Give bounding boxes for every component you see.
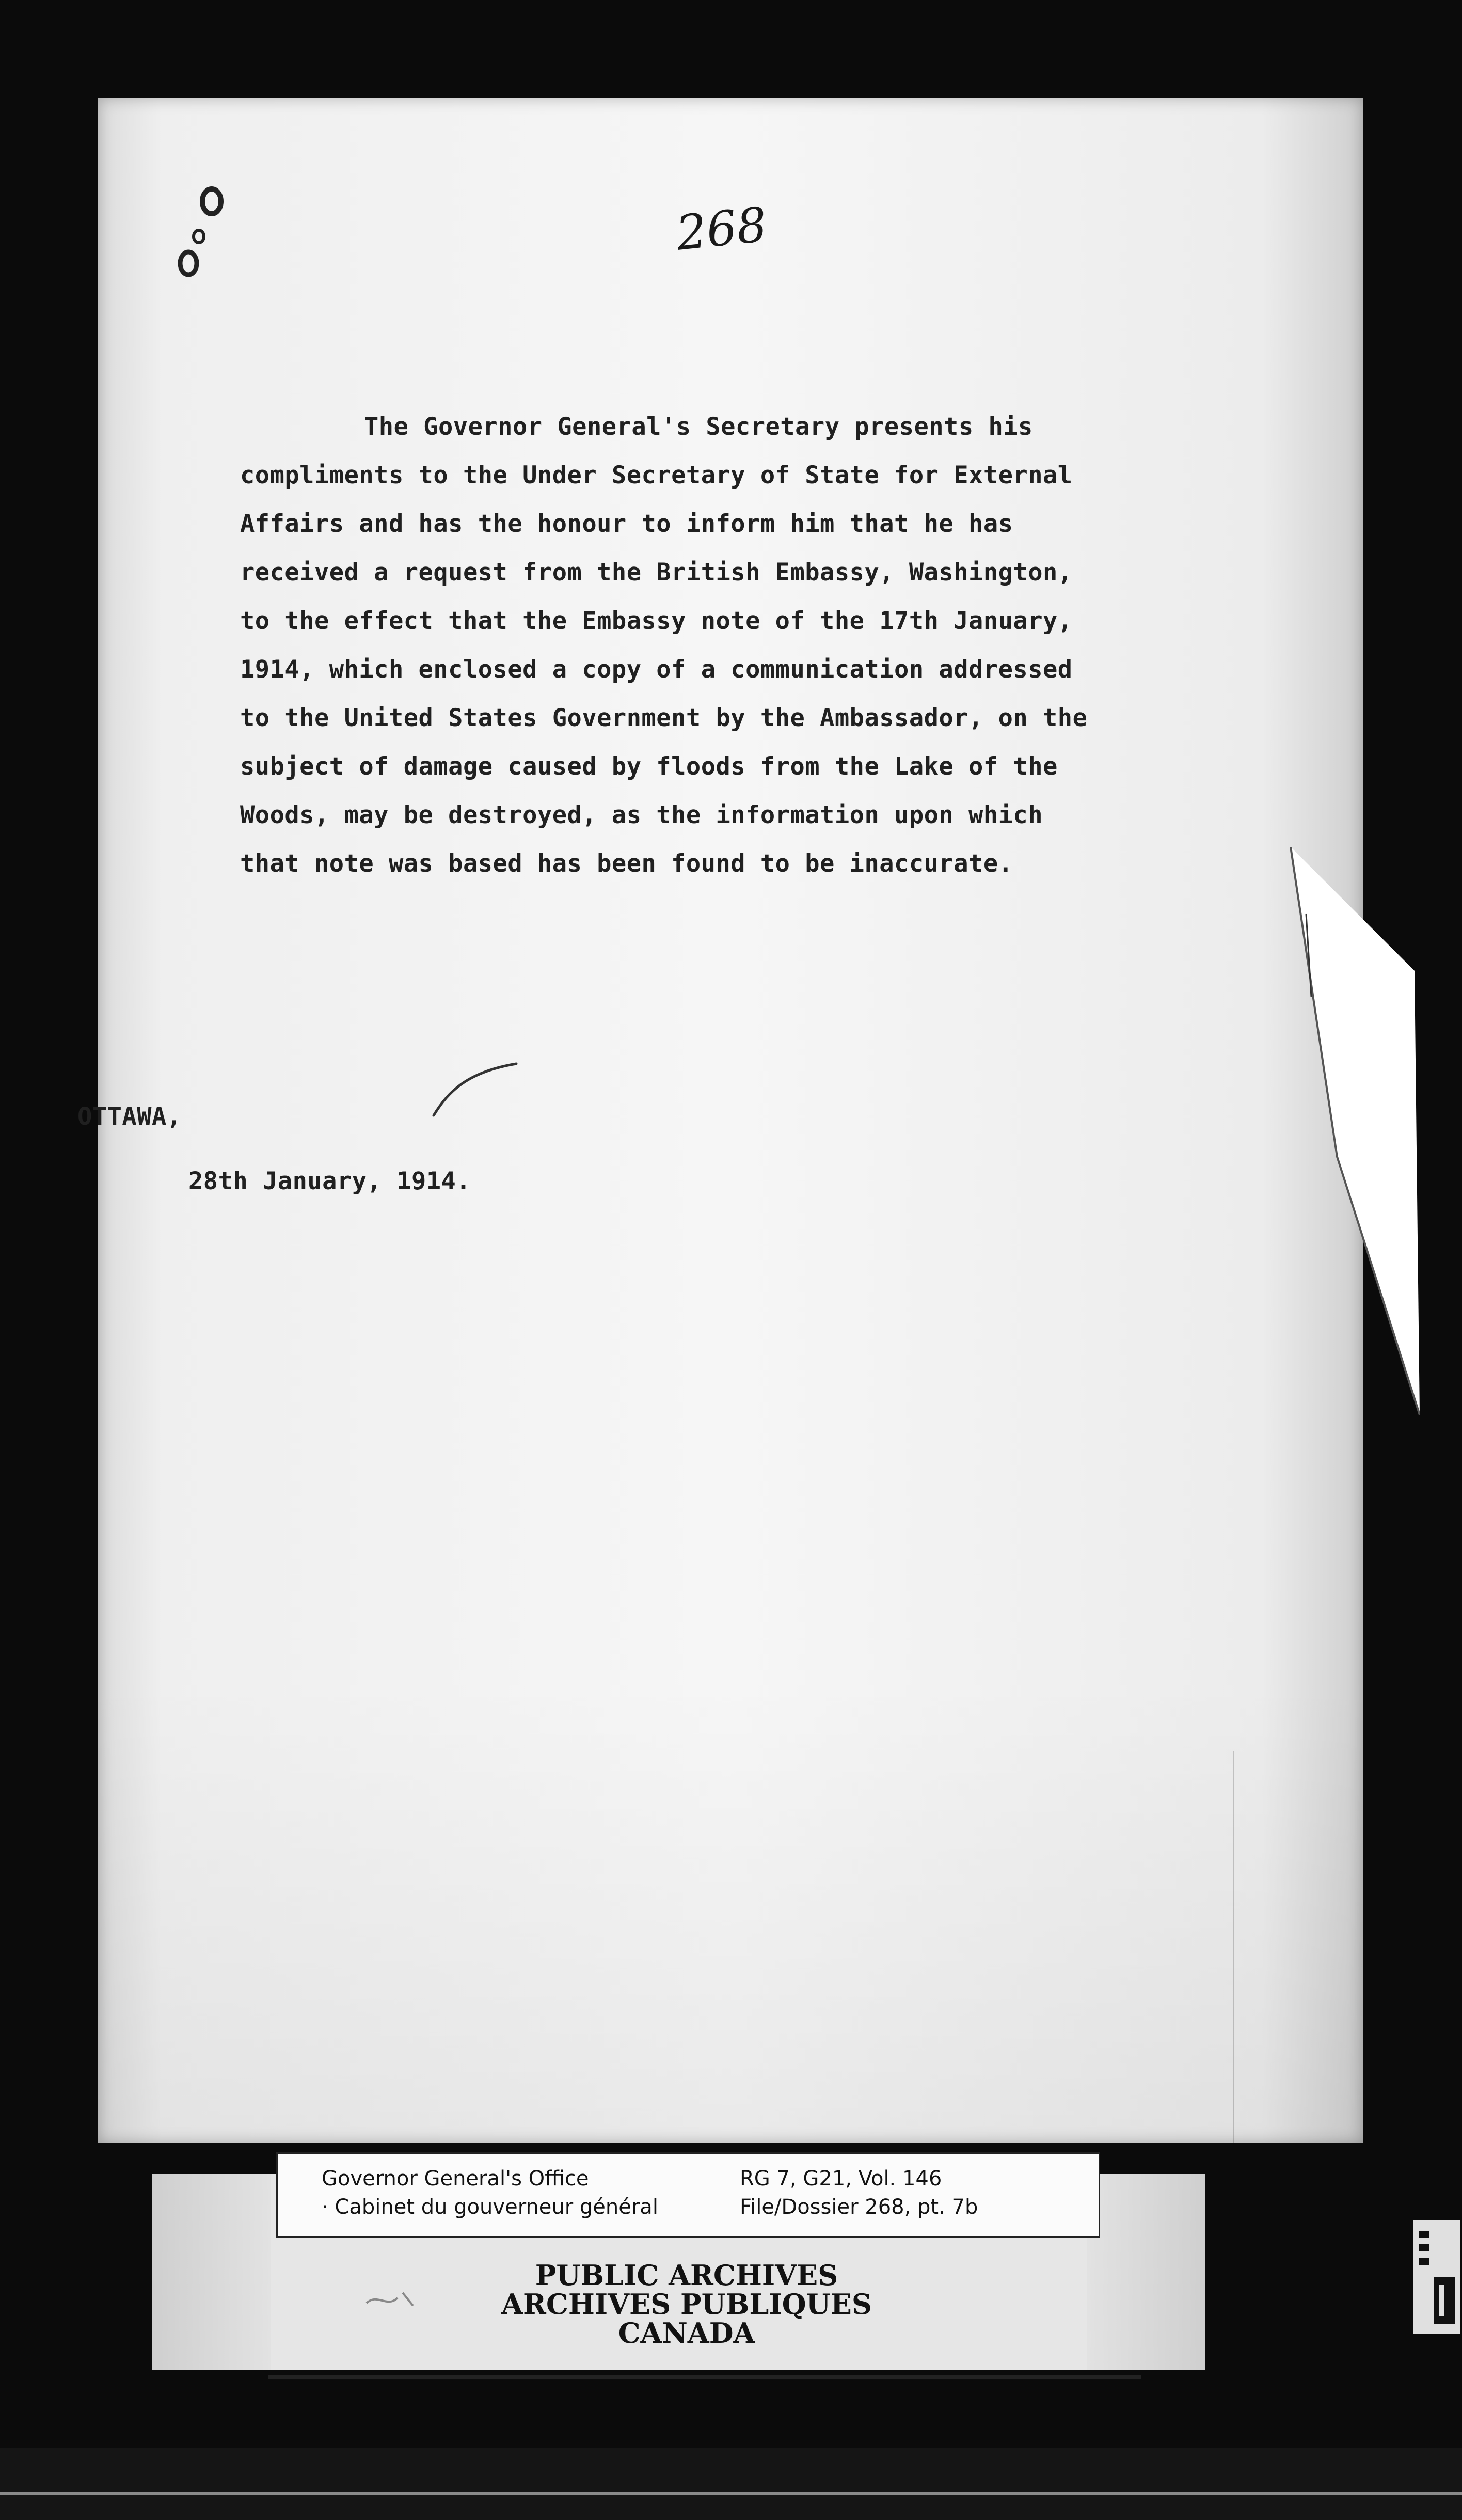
film-edge-marker [1413,2220,1460,2334]
film-bottom-strip [0,2448,1462,2520]
archive-reference-box [276,2152,1100,2238]
body-line: to the United States Government by the Ambassador, on the [240,704,1088,732]
file-reference: File/Dossier 268, pt. 7b [740,2195,978,2219]
body-line: Affairs and has the honour to inform him that he has [240,510,1013,538]
film-bottom-edge [0,2492,1462,2495]
body-line: subject of damage caused by floods from the Lake of the [240,752,1058,781]
stamp-line: CANADA [618,2317,755,2350]
place-line: OTTAWA, [77,1102,182,1131]
public-archives-stamp [428,2261,945,2348]
office-name-french: · Cabinet du gouverneur général [322,2195,658,2219]
body-line: compliments to the Under Secretary of State for External [240,461,1073,490]
body-line: to the effect that the Embassy note of the 17th January, [240,607,1073,635]
body-line: received a request from the British Embassy, Washington, [240,558,1073,587]
page-crease [1233,1751,1234,2143]
stamp-line: PUBLIC ARCHIVES [535,2259,838,2292]
pencil-mark [428,1059,521,1121]
page-shading [98,1678,1363,2143]
faint-mark [361,2282,423,2313]
label-strip-edge [152,2174,271,2370]
body-line: 1914, which enclosed a copy of a communication addressed [240,655,1073,684]
label-rule [268,2375,1141,2379]
folded-page-edge [1260,847,1420,1415]
body-line: that note was based has been found to be inaccurate. [240,849,1013,878]
letter-body [240,403,1087,888]
record-group-reference: RG 7, G21, Vol. 146 [740,2167,942,2191]
date-line: 28th January, 1914. [188,1167,471,1195]
handwritten-file-number: 268 [673,197,770,261]
office-name-english: Governor General's Office [322,2167,589,2191]
corner-hole-marks [168,176,230,279]
label-strip-edge [1087,2174,1205,2370]
stamp-line: ARCHIVES PUBLIQUES [501,2288,872,2321]
body-line: The Governor General's Secretary presents his [364,413,1033,441]
body-line: Woods, may be destroyed, as the information upon which [240,801,1043,829]
